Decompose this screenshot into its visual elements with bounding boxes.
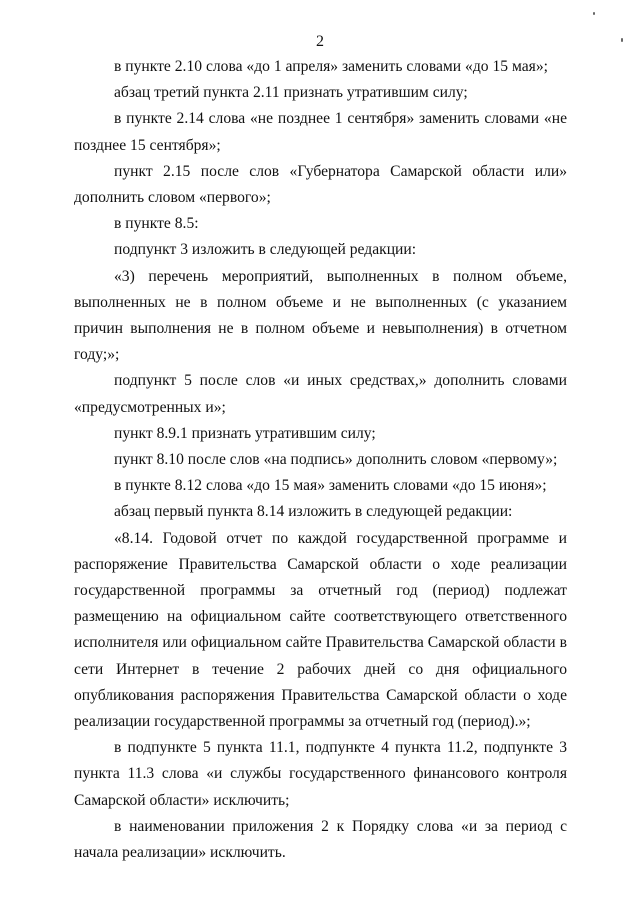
paragraph: в пункте 2.14 слова «не позднее 1 сентября» заменить словами «не позднее 15 сентября»; (74, 110, 567, 154)
paragraph: пункт 2.15 после слов «Губернатора Самарской области или» дополнить словом «первого»; (74, 162, 567, 207)
paragraph: абзац первый пункта 8.14 изложить в следующей редакции: (114, 503, 513, 521)
paragraph: в пункте 2.10 слова «до 1 апреля» заменить словами «до 15 мая»; (114, 58, 548, 75)
paragraph: в наименовании приложения 2 к Порядку слова «и за период с начала реализации» исключить. (74, 817, 567, 862)
paragraph: подпункт 3 изложить в следующей редакции: (114, 241, 417, 259)
paragraph: «8.14. Годовой отчет по каждой государственной программе и распоряжение Правительства Самарской области о ходе реализации государственной программы за отчетный год (период) подлежат размещению на официальном сайте соответствующего ответственного исполнителя или официальном сайте Правительства Самарской области в сети Интернет в течение 2 рабочих дней со дня официального опубликования распоряжения Правительства Самарской области о ходе реализации государственной программы за отчетный год (период).»; (74, 529, 567, 731)
scan-mark (593, 12, 595, 15)
page-number: 2 (316, 33, 324, 50)
scan-mark (621, 38, 623, 42)
paragraph: «3) перечень мероприятий, выполненных в полном объеме, выполненных не в полном объеме и не выполненных (с указанием причин выполнения не в полном объеме и невыполнения) в отчетном году;»; (74, 267, 567, 364)
paragraph: пункт 8.10 после слов «на подпись» дополнить словом «первому»; (114, 451, 558, 469)
paragraph: абзац третий пункта 2.11 признать утратившим силу; (114, 84, 468, 102)
paragraph: пункт 8.9.1 признать утратившим силу; (114, 424, 376, 442)
paragraph: подпункт 5 после слов «и иных средствах,» дополнить словами «предусмотренных и»; (74, 372, 567, 416)
paragraph: в пункте 8.12 слова «до 15 мая» заменить словами «до 15 июня»; (114, 477, 547, 495)
paragraph: в подпункте 5 пункта 11.1, подпункте 4 пункта 11.2, подпункте 3 пункта 11.3 слова «и службы государственного финансового контроля Самарской области» исключить; (74, 739, 567, 809)
paragraph: в пункте 8.5: (114, 215, 199, 233)
document-body (74, 54, 567, 866)
